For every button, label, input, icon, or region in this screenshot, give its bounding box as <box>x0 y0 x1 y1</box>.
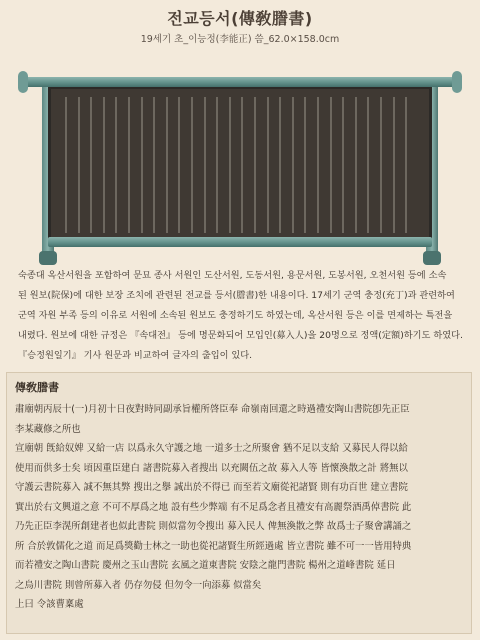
frame-left-finial <box>18 71 28 93</box>
calligraphy-column <box>115 97 117 233</box>
calligraphy-column <box>267 97 269 233</box>
calligraphy-column <box>317 97 319 233</box>
calligraphy-column <box>191 97 193 233</box>
frame-left-foot <box>39 251 57 265</box>
calligraphy-column <box>103 97 105 233</box>
transcript-line: 所 合於敦儒化之道 而足爲獎勸士林之一助也從祀諸賢生所經過處 皆立書院 雖不可一一皆用特典 <box>15 540 412 552</box>
transcript-line: 肅廟朝丙辰十(一)月初十日夜對時同副承旨權所啓臣奉 命嶺南回還之時過禮安陶山書院卽先正臣 <box>15 404 410 415</box>
transcript-heading: 傳敎謄書 <box>15 381 59 394</box>
page-title: 전교등서(傳敎謄書) <box>167 9 313 28</box>
calligraphy-column <box>241 97 243 233</box>
calligraphy-column <box>229 97 231 233</box>
calligraphy-column <box>166 97 168 233</box>
calligraphy-column <box>292 97 294 233</box>
description-line: 『승정원일기』 기사 원문과 비교하여 글자의 출입이 있다. <box>18 350 253 361</box>
calligraphy-column <box>367 97 369 233</box>
frame-right-foot <box>423 251 441 265</box>
calligraphy-column <box>304 97 306 233</box>
calligraphy-column <box>216 97 218 233</box>
calligraphy-column <box>330 97 332 233</box>
calligraphy-column <box>90 97 92 233</box>
transcript-line: 上曰 令該曹稟處 <box>15 599 84 610</box>
artifact-photo <box>18 55 462 265</box>
description-line: 된 원보(院保)에 대한 보장 조치에 관련된 전교를 등서(謄書)한 내용이다. 17세기 군역 충정(充丁)과 관련하여 <box>18 290 455 301</box>
description-line: 숙종대 옥산서원을 포함하여 문묘 종사 서원인 도산서원, 도동서원, 용문서원, 도봉서원, 오천서원 등에 소속 <box>18 270 447 281</box>
frame-right-finial <box>452 71 462 93</box>
calligraphy-column <box>254 97 256 233</box>
artifact-caption: 19세기 초_이능정(李能正) 씀_62.0×158.0cm <box>140 34 340 45</box>
description <box>18 266 464 366</box>
transcript-line: 使用而供多士矣 頃因重臣建白 諸書院募入者搜出 以充闕伍之故 募入人等 皆懷渙散之計 將無以 <box>15 462 408 474</box>
calligraphy-column <box>380 97 382 233</box>
calligraphy-column <box>279 97 281 233</box>
calligraphy-column <box>355 97 357 233</box>
calligraphy-column <box>153 97 155 233</box>
calligraphy-column <box>128 97 130 233</box>
calligraphy-column <box>393 97 395 233</box>
transcript-line: 之烏川書院 則曾所募入者 仍存勿侵 但勿令一向添募 似當矣 <box>15 579 262 591</box>
transcript-line: 而若禮安之陶山書院 慶州之玉山書院 玄風之道東書院 安陰之龍門書院 楊州之道峰書院 延日 <box>15 560 396 571</box>
calligraphy-panel <box>48 86 432 240</box>
calligraphy-column <box>405 97 407 233</box>
calligraphy-column <box>342 97 344 233</box>
calligraphy-column <box>65 97 67 233</box>
transcript-box <box>6 372 472 634</box>
transcript-line: 乃先正臣李滉所創建者也似此書院 則似當勿令搜出 募入民人 俾無渙散之弊 故爲士子聚會講誦之 <box>15 521 412 532</box>
frame-top-rod <box>20 77 460 87</box>
description-line: 군역 자원 부족 등의 이유로 서원에 소속된 원보도 충정하기도 하였는데, 옥산서원 등은 이를 면제하는 특전을 <box>18 310 453 321</box>
calligraphy-column <box>204 97 206 233</box>
transcript-line: 守護云書院募入 誠不無其弊 搜出之擧 誠出於不得已 而至若文廟從祀諸賢 則有功百世 建立書院 <box>15 482 408 493</box>
transcript-line: 宣廟朝 旣給奴婢 又給一店 以爲永久守護之地 一道多士之所聚會 猶不足以支給 又募民人得以給 <box>15 443 408 454</box>
transcript-line: 李某藏修之所也 <box>15 423 81 435</box>
calligraphy-column <box>78 97 80 233</box>
description-line: 내렸다. 원보에 대한 규정은 『속대전』 등에 명문화되어 모입인(募入人)을 20명으로 정액(定額)하기도 하였다. <box>18 330 463 341</box>
calligraphy-columns <box>51 89 429 237</box>
transcript-lines <box>15 400 463 615</box>
calligraphy-column <box>178 97 180 233</box>
frame-bottom-rod <box>48 237 432 247</box>
calligraphy-column <box>141 97 143 233</box>
transcript-line: 實出於右文興道之意 不可不厚爲之地 設有些少弊端 有不足爲念者且禮安有高麗祭酒禹倬書院 此 <box>15 501 412 513</box>
